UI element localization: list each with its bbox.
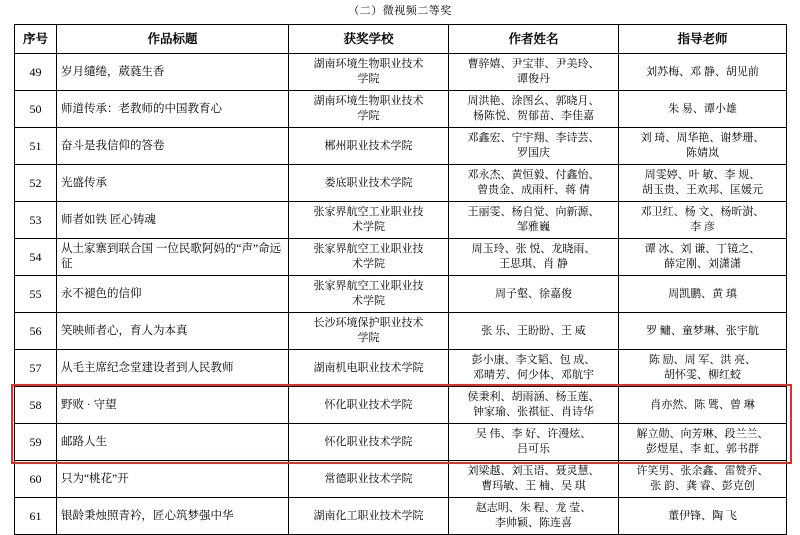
cell-no: 58: [15, 387, 57, 424]
cell-teacher-line: 肖亦然、陈 骘、曾 琳: [650, 398, 755, 411]
cell-title: 奋斗是我信仰的答卷: [57, 128, 289, 165]
cell-no: 52: [15, 165, 57, 202]
column-header-no: 序号: [15, 25, 57, 54]
cell-teacher-line: 彭煜星、李 虹、郭书群: [646, 443, 759, 455]
cell-teacher-line: 周雯婷、叶 敏、李 规、: [644, 169, 761, 181]
cell-author: [449, 498, 619, 535]
cell-teacher-line: 罗 鳙、童梦琳、张宇航: [646, 324, 759, 337]
cell-teacher: [619, 498, 787, 535]
table-row: [15, 313, 787, 350]
award-list-table: [14, 24, 787, 535]
cell-no: 61: [15, 498, 57, 535]
cell-teacher-line: 解立勋、向芳琳、段兰兰、: [636, 428, 769, 440]
cell-teacher-line: 薛定刚、刘潇潇: [664, 258, 741, 270]
cell-teacher: [619, 276, 787, 313]
cell-school-line: 长沙环境保护职业技术: [313, 317, 424, 329]
cell-no: 59: [15, 424, 57, 461]
cell-teacher: [619, 91, 787, 128]
cell-teacher-line: 朱 易、谭小雄: [668, 102, 737, 115]
cell-teacher: [619, 202, 787, 239]
cell-teacher-line: 许笑男、张余鑫、雷赞乔、: [636, 465, 769, 477]
cell-teacher-line: 张 韵、龚 睿、彭克创: [650, 480, 755, 492]
cell-author-line: 邓晴芳、何少体、邓航宇: [473, 369, 594, 381]
cell-school: [289, 350, 449, 387]
cell-teacher-line: 陈 励、周 军、洪 亮、: [648, 354, 757, 366]
cell-author-line: 王思琪、肖 静: [499, 258, 568, 270]
cell-no: 57: [15, 350, 57, 387]
cell-school-line: 怀化职业技术学院: [324, 435, 413, 448]
cell-author-line: 罗国庆: [517, 147, 550, 159]
cell-school: [289, 276, 449, 313]
cell-school: [289, 54, 449, 91]
table-row: [15, 239, 787, 276]
cell-teacher: [619, 387, 787, 424]
cell-school: [289, 461, 449, 498]
cell-teacher: [619, 165, 787, 202]
cell-author-line: 李帅颖、陈连喜: [495, 517, 572, 529]
cell-title: 野败 · 守望: [57, 387, 289, 424]
cell-teacher-line: 陈婧岚: [686, 147, 719, 159]
column-header-author: 作者姓名: [449, 25, 619, 54]
column-header-teacher: 指导老师: [619, 25, 787, 54]
cell-no: 53: [15, 202, 57, 239]
cell-teacher-line: 李 彦: [690, 221, 715, 233]
table-body: [15, 54, 787, 535]
cell-author-line: 邓永杰、黄恒毅、付鑫怡、: [467, 169, 600, 181]
cell-teacher: [619, 54, 787, 91]
cell-author-line: 侯秉利、胡雨涵、杨玉莲、: [467, 391, 600, 403]
cell-school: [289, 128, 449, 165]
cell-no: 50: [15, 91, 57, 128]
cell-author-line: 吕可乐: [517, 443, 550, 455]
table-row: [15, 276, 787, 313]
cell-author-line: 彭小康、李文韬、包 成、: [471, 354, 596, 366]
cell-title: 邮路人生: [57, 424, 289, 461]
cell-school-line: 怀化职业技术学院: [324, 398, 413, 411]
cell-author-line: 钟家瑜、张祺征、肖诗华: [473, 406, 594, 418]
cell-school-line: 学院: [357, 73, 380, 85]
cell-school-line: 张家界航空工业职业技: [313, 280, 424, 292]
cell-school-line: 张家界航空工业职业技: [313, 243, 424, 255]
cell-school: [289, 165, 449, 202]
cell-teacher-line: 胡玉贵、王欢邦、匡媛元: [642, 184, 763, 196]
cell-author: [449, 350, 619, 387]
cell-author: [449, 313, 619, 350]
cell-teacher: [619, 424, 787, 461]
page-title: （二）微视频二等奖: [348, 5, 452, 17]
cell-school-line: 娄底职业技术学院: [324, 176, 413, 189]
cell-school-line: 湖南环境生物职业技术: [313, 58, 424, 70]
cell-author-line: 刘梁越、刘玉语、聂灵慧、: [467, 465, 600, 477]
cell-author-line: 谭俊丹: [517, 73, 550, 85]
cell-school-line: 术学院: [352, 295, 385, 307]
cell-author: [449, 54, 619, 91]
cell-teacher-line: 刘苏梅、邓 静、胡见前: [646, 65, 759, 78]
cell-author-line: 邓鑫宏、宁宇翔、李诗芸、: [467, 132, 600, 144]
cell-school-line: 术学院: [352, 221, 385, 233]
cell-teacher: [619, 461, 787, 498]
cell-no: 55: [15, 276, 57, 313]
cell-title: 从土家寨到联合国 一位民歌阿妈的“声”命远征: [57, 239, 289, 276]
cell-author-line: 曾贵金、成雨杆、蒋 倩: [477, 184, 590, 196]
cell-no: 51: [15, 128, 57, 165]
cell-author-line: 曹骍嬉、尹宝菲、尹美玲、: [467, 58, 600, 70]
cell-school-line: 常德职业技术学院: [324, 472, 413, 485]
cell-author: [449, 128, 619, 165]
cell-teacher-line: 周凯鹏、黄 瑱: [668, 287, 737, 300]
cell-title: 岁月缱绻，葳蕤生香: [57, 54, 289, 91]
table-row: [15, 461, 787, 498]
table-row: [15, 350, 787, 387]
cell-author-line: 杨陈悦、贺郁苗、李佳嘉: [473, 110, 594, 122]
cell-author: [449, 461, 619, 498]
cell-author-line: 赵志明、朱 程、龙 莹、: [475, 502, 592, 514]
cell-title: 银龄秉烛照青衿，匠心筑梦强中华: [57, 498, 289, 535]
cell-author: [449, 387, 619, 424]
cell-teacher-line: 谭 冰、刘 谦、丁镜之、: [644, 243, 761, 255]
cell-author: [449, 165, 619, 202]
cell-title: 光盛传承: [57, 165, 289, 202]
cell-author-line: 周玉玲、张 悦、龙晓雨、: [471, 243, 596, 255]
cell-teacher: [619, 128, 787, 165]
cell-school-line: 学院: [357, 110, 380, 122]
cell-school-line: 术学院: [352, 258, 385, 270]
table-row: [15, 128, 787, 165]
cell-teacher-line: 刘 琦、周华艳、谢梦珊、: [640, 132, 765, 144]
cell-teacher: [619, 239, 787, 276]
cell-title: 从毛主席纪念堂建设者到人民教师: [57, 350, 289, 387]
cell-author-line: 邹雅巍: [517, 221, 550, 233]
cell-school-line: 郴州职业技术学院: [324, 139, 413, 152]
cell-teacher: [619, 350, 787, 387]
cell-title: 师者如铁 匠心铸魂: [57, 202, 289, 239]
cell-school: [289, 424, 449, 461]
cell-school-line: 学院: [357, 332, 380, 344]
cell-title: 永不褪色的信仰: [57, 276, 289, 313]
cell-no: 49: [15, 54, 57, 91]
cell-school: [289, 387, 449, 424]
column-header-school: 获奖学校: [289, 25, 449, 54]
cell-author: [449, 239, 619, 276]
table-row: [15, 91, 787, 128]
cell-author: [449, 202, 619, 239]
cell-author: [449, 276, 619, 313]
cell-author: [449, 424, 619, 461]
cell-title: 师道传承：老教师的中国教育心: [57, 91, 289, 128]
cell-teacher-line: 胡怀雯、柳红蛟: [664, 369, 741, 381]
cell-author-line: 周子壑、徐嘉俊: [495, 287, 572, 300]
table-row: [15, 202, 787, 239]
cell-author-line: 周洪艳、涂图幺、郭晓月、: [467, 95, 600, 107]
cell-title: 笑映师者心，育人为本真: [57, 313, 289, 350]
cell-school: [289, 91, 449, 128]
cell-school: [289, 498, 449, 535]
cell-school-line: 张家界航空工业职业技: [313, 206, 424, 218]
cell-author-line: 王丽雯、杨自觉、向新源、: [467, 206, 600, 218]
table-row: [15, 165, 787, 202]
cell-no: 54: [15, 239, 57, 276]
cell-author-line: 张 乐、王盼盼、王 威: [481, 324, 586, 337]
cell-school: [289, 202, 449, 239]
cell-title: 只为“桃花”开: [57, 461, 289, 498]
cell-school-line: 湖南化工职业技术学院: [313, 509, 424, 522]
cell-no: 60: [15, 461, 57, 498]
cell-teacher-line: 邓卫红、杨 文、杨昕澍、: [640, 206, 765, 218]
column-header-title: 作品标题: [57, 25, 289, 54]
cell-author: [449, 91, 619, 128]
cell-teacher-line: 董伊锋、陶 飞: [668, 509, 737, 522]
cell-no: 56: [15, 313, 57, 350]
table-row: [15, 498, 787, 535]
cell-school-line: 湖南环境生物职业技术: [313, 95, 424, 107]
cell-school: [289, 239, 449, 276]
table-header-row: [15, 25, 787, 54]
cell-school-line: 湖南机电职业技术学院: [313, 361, 424, 374]
cell-author-line: 曹玛敏、王 楠、吴 琪: [481, 480, 586, 492]
table-row: [15, 54, 787, 91]
cell-author-line: 吴 伟、李 好、许漫炫、: [475, 428, 592, 440]
table-row: [15, 387, 787, 424]
cell-school: [289, 313, 449, 350]
table-row: [15, 424, 787, 461]
cell-teacher: [619, 313, 787, 350]
